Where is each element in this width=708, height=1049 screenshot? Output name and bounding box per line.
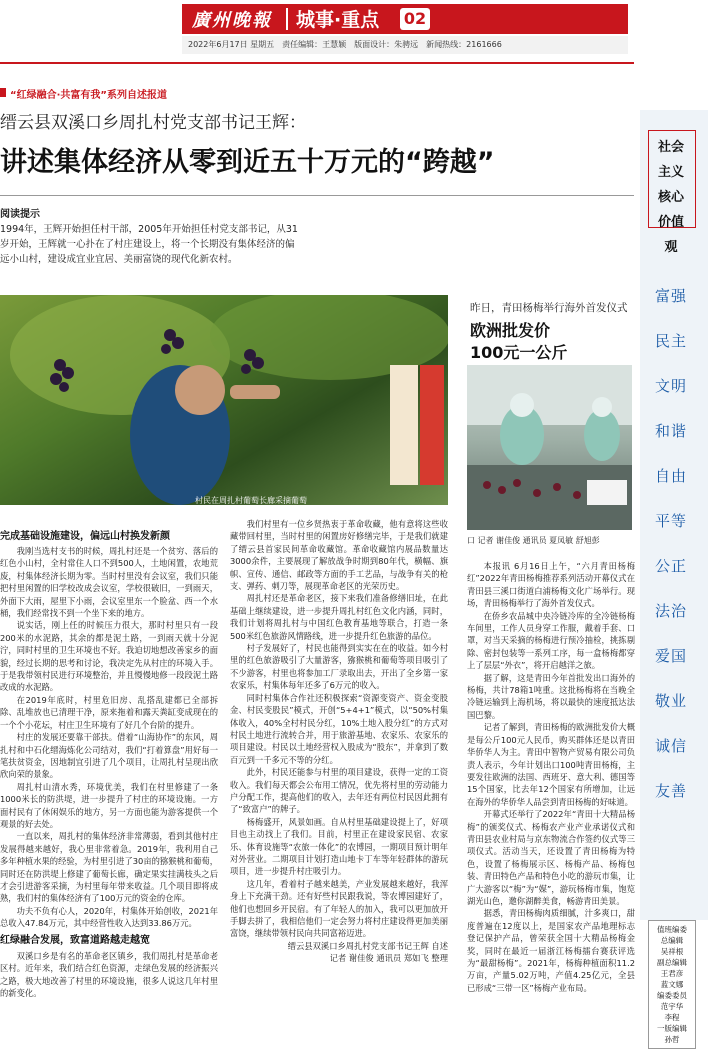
- staff-box: [648, 920, 696, 1049]
- side-story-paragraph: 本报讯 6月16日上午，“六月青田杨梅红”2022年青田杨梅推荐系列活动开幕仪式在青田县三溪口街道白浦杨梅文化广场举行。现场，青田杨梅举行了海外首发仪式。: [467, 561, 635, 609]
- staff-line: 吴祥根: [660, 947, 684, 956]
- page-number: 02: [403, 9, 427, 28]
- lead-text: 1994年，王辉开始担任村干部，2005年开始担任村党支部书记，从31岁开始，王辉就一心扑在了村庄建设上，将一个长期没有集体经济的偏远小山村，建设成宜业宜居、美丽富饶的现代化新农村。: [0, 224, 298, 265]
- staff-line: 范宇华: [660, 1002, 684, 1011]
- article-paragraph: 杨梅盛开，风景如画。自从村里基础建设提上了，好项目也主动找上了我们。目前，村里正在建设家民宿、农家乐、体育设施等“农旅一体化”的农博园，一期项目预计明年对外营业。二期项目计划打造山地卡丁车等年轻群体的游玩项目，进一步提升村庄吸引力。: [230, 816, 448, 877]
- article-paragraph: 我们村里有一位乡贤热衷于革命收藏，他有意将这些收藏带回村里，当时村里的闲置房好修缮完毕，于是我们就建了缙云县首家民间革命收藏馆。革命收藏馆内展品数量达3000余件，主要展现了解放战争时期到80年代，横幅、旗帜、宣传、通信、邮政等方面的手工艺品，与战争有关的枪支、弹药、刺刀等，展现革命老区的光荣历史。: [230, 519, 448, 592]
- staff-line: 副总编辑: [657, 958, 687, 967]
- headline: 讲述集体经济从零到近五十万元的“跨越”: [0, 147, 495, 178]
- section-title: 城事·重点: [296, 9, 380, 31]
- side-story-paragraph: 记者了解到，青田杨梅的欧洲批发价大概是每公斤100元人民币，购买群体还是以青田华侨华人为主。青田中智物产贸易有限公司负责人表示，今年计划出口100吨青田杨梅，主要发往欧洲的法国、西班牙、意大利、德国等15个国家，比去年12个国家有所增加，让远在海外的华侨华人品尝到青田杨梅的好味道。: [467, 722, 635, 807]
- series-label: “红绿融合·共富有我”系列自述报道: [10, 90, 167, 101]
- series-marker: [0, 88, 6, 97]
- article-paragraph: 说实话，刚上任的时候压力很大，那时村里只有一段200米的水泥路，其余的都是泥土路，一到雨天就十分泥泞，同时村里的卫生环境也不好。我迫切地想改善家乡的面貌，经过长期的思考和讨论，我决定先从村庄的环境入手。于是我带领村民进行环境整治，并且慢慢地修一段段泥土路改成的水泥路。: [0, 620, 218, 693]
- masthead-divider: [286, 8, 288, 30]
- staff-line: 李程: [664, 1013, 680, 1022]
- staff-line: 孙哲: [664, 1035, 680, 1044]
- staff-line: 总编辑: [660, 936, 684, 945]
- core-value: 富强: [654, 287, 687, 305]
- staff-line: 编委委员: [657, 991, 687, 1000]
- sidebar-title: 社会主义核心价值观: [657, 140, 684, 255]
- article-paragraph: 周扎村还是革命老区，接下来我们准备修缮旧址，在此基础上继续建设，进一步提升周扎村红色文化内涵，同时，我们计划将周扎村与中国红色教育基地等联合，打造一条500米红色旅游风情路线，进一步提升红色旅游的品位。: [230, 593, 448, 641]
- photo-caption: 村民在周扎村葡萄长廊采摘葡萄: [195, 496, 307, 505]
- core-value: 平等: [654, 512, 687, 530]
- article-paragraph: 村庄的发展还要靠干部扶。借着“山海协作”的东风，周扎村和中石化缙海炼化公司结对，我们“打着算盘”用好每一笔扶贫资金，因地制宜引进了几个项目，让周扎村呈现出欣欣向荣的景象。: [0, 732, 218, 780]
- masthead-info: 2022年6月17日 星期五 责任编辑：王慧颖 版面设计：朱骋远 新闻热线：2161666: [182, 36, 628, 54]
- article-paragraph: 这几年，看着村子越来越美，产业发展越来越好，我浑身上下充满干劲。还有好些村民跟我说，等农博园建好了，他们也想回乡开民宿。有了年轻人的加入，我可以更加放开手脚去拼了，我相信他们一定会努力将村庄建设得更加美丽富饶，继续带领村民向共同富裕迈进。: [230, 878, 448, 939]
- headline-rule: [0, 195, 634, 196]
- side-story-paragraph: 据了解，这是青田今年首批发出口海外的杨梅，共计78箱1吨重。这批杨梅将在当晚全冷链运输到上海机场，将以最快的速度抵达法国巴黎。: [467, 672, 635, 720]
- core-value: 和谐: [654, 422, 687, 440]
- article-paragraph: 此外，村民还能参与村里的项目建设，获得一定的工资收入。我们每天都会公布用工情况，优先将村里的劳动能力户分配工作，提高他们的收入，去年还有两位村民因此拥有了“致富户”的牌子。: [230, 767, 448, 815]
- byline: 记者 谢佳俊 通讯员 郑如飞 整理: [329, 953, 448, 964]
- kicker: 缙云县双溪口乡周扎村党支部书记王辉：: [0, 113, 306, 133]
- author-signoff: 缙云县双溪口乡周扎村党支部书记王辉 自述: [287, 940, 448, 951]
- article-paragraph: 在2019年底时，村里危旧房、乱搭乱建都已全部拆除、乱堆放也已清理干净，原来拖着和露天粪缸变成现在的一个个小花坛，村庄卫生环境有了好几个台阶的提升。: [0, 694, 218, 730]
- newspaper-logo: 廣州晚報: [192, 10, 272, 31]
- core-value: 自由: [654, 467, 687, 485]
- core-value: 爱国: [654, 647, 687, 665]
- article-column-2: [230, 518, 448, 965]
- section-heading-1: 完成基础设施建设，偏远山村换发新颜: [0, 531, 170, 542]
- side-story-paragraph: 在侨乡农品城中央冷链冷库的全冷链杨梅车间里，工作人员身穿工作服，戴着手套、口罩，对当天采摘的杨梅进行预冷抽检，挑拣剔除、密封包装等一系列工序，每一盒杨梅都穿上了层层“外衣”，将开启越洋之旅。: [467, 610, 635, 671]
- article-paragraph: 一直以来，周扎村的集体经济非常薄弱，看到其他村庄发展得越来越好，我心里非常着急。2019年，我利用自己多年种植水果的经验，为村里引进了30亩的猕猴桃和葡萄，同时还在防洪堤上修建了葡萄长廊，确定果实挂满枝头之后才会引进游客采摘，为村里每年带来收益。几个项目即将成熟，我们村的集体经济有了100万元的资金的仓库。: [0, 831, 218, 904]
- side-story-credit: 口 记者 谢佳俊 通讯员 夏凤敏 舒旭彭: [467, 536, 600, 545]
- photo-illustration: [467, 365, 632, 530]
- core-value: 友善: [654, 782, 687, 800]
- top-rule: [0, 62, 634, 64]
- article-paragraph: 我刚当选村支书的时候，周扎村还是一个贫穷、落后的红色小山村，全村常住人口不到500人，土地闲置，农地荒废，村集体经济长期为零。当时村里没有会议室，我们只能把村里闲置的旧学校改成会议室，学校很破旧，一到雨天，外面下大雨，屋里下小雨，会议室里东一个脸盆、西一个水桶，我们经常找不到一个坐下来的地方。: [0, 546, 218, 619]
- article-column-1: [0, 545, 218, 1000]
- core-value: 敬业: [654, 692, 687, 710]
- side-story-paragraph: 开幕式还举行了2022年“青田十大精品杨梅”的颁奖仪式、杨梅农产业产业承诺仪式和青田县农业村局与京东物流合作签约仪式等三项仪式。活动当天，还设置了青田杨梅为特色，设置了杨梅展示区、杨梅产品、杨梅包装、青田特色产品和特色小吃的游玩市集，让广大游客以“梅”为“媒”，游玩杨梅市集，饱览湖光山色，邀你湖醉美食，畅游青田美景。: [467, 809, 635, 906]
- staff-line: 王君彦: [660, 969, 684, 978]
- article-paragraph: 双溪口乡是有名的革命老区镇乡，我们周扎村是革命老区村。近年来，我们结合红色资源，走绿色发展的经济振兴之路，极大地改善了村里的环境设施，很多人说这几年村里的新变化。: [0, 951, 218, 999]
- article-paragraph: 周扎村山清水秀，环境优美，我们在村里修建了一条1000米长的防洪堤，进一步提升了村庄的环境设施。一方面村民有了休闲娱乐的地方，另一方面也能为游客提供一个观景的好去处。: [0, 781, 218, 829]
- bayberry-packing-photo: [467, 365, 632, 530]
- lead-tag: 阅读提示: [0, 209, 40, 220]
- core-value: 公正: [654, 557, 687, 575]
- staff-line: 蓝文娜: [660, 980, 684, 989]
- core-value: 文明: [654, 377, 687, 395]
- section-heading-2: 红绿融合发展，致富道路越走越宽: [0, 934, 150, 946]
- article-paragraph: 同时村集体合作社还积极探索“资源变资产、资金变股金、村民变股民”模式，开创“5+4+1”模式，以“50%村集体收入，40%全村村民分红，10%土地入股分红”的方式对村民土地进行流转合并，用于旅游基地、农家乐、农家乐的项目建设。村民以土地经营权入股成为“股东”，并拿到了数百元到一千多元不等的分红。: [230, 692, 448, 765]
- photo-illustration: [0, 295, 448, 505]
- side-story-body: [467, 560, 635, 994]
- side-story-paragraph: 据悉，青田杨梅肉质细腻，汁多爽口，甜度普遍在12度以上，是国家农产品地理标志登记保护产品，曾荣获全国十大精品杨梅金奖，同时在最近一届浙江杨梅擂台赛获评选为“最甜杨梅”。2021年，杨梅种植面积11.2万亩，产量5.02万吨，产值4.25亿元，全县已形成“三带一区”杨梅产业布局。: [467, 908, 635, 993]
- grape-harvest-photo: [0, 295, 448, 505]
- staff-line: 值班编委: [657, 925, 687, 934]
- staff-line: 一版编辑: [657, 1024, 687, 1033]
- article-paragraph: 功夫不负有心人，2020年，村集体开始创收，2021年总收入47.84万元，其中经营性收入达到33.86万元。: [0, 905, 218, 929]
- core-value: 法治: [654, 602, 687, 620]
- core-value: 诚信: [654, 737, 687, 755]
- article-paragraph: 村子发展好了，村民也能得到实实在在的收益。如今村里的红色旅游吸引了大量游客，猕猴桃和葡萄等项目吸引了不少游客，村里也将参加工厂录取出去，开出了全乡第一家农家乐，村集体每年还多了6万元的收入。: [230, 643, 448, 691]
- side-story-date: 昨日，青田杨梅举行海外首发仪式: [470, 302, 628, 314]
- core-value: 民主: [654, 332, 687, 350]
- side-story-title-2: 100元一公斤: [470, 343, 568, 362]
- side-story-title-1: 欧洲批发价: [470, 321, 551, 340]
